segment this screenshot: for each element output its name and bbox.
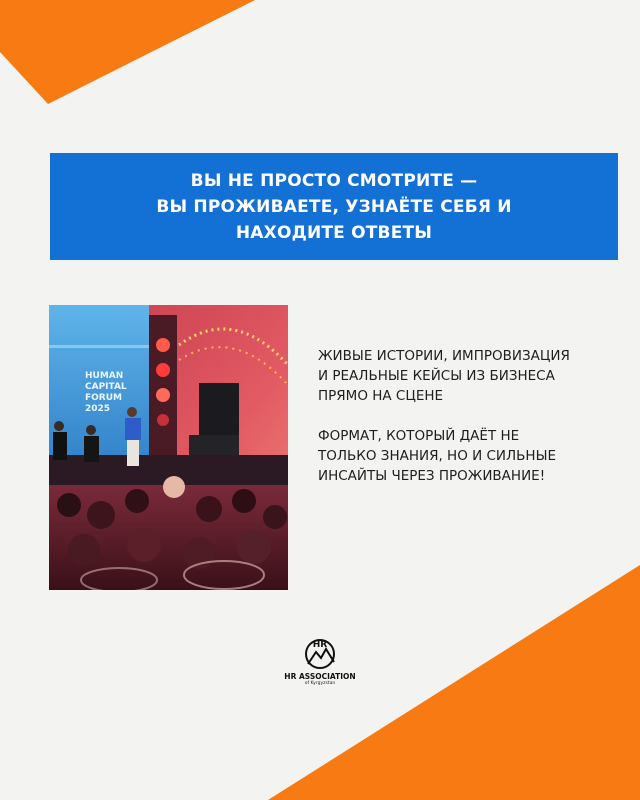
screen-text-3: FORUM [85, 393, 122, 403]
headline-banner [50, 153, 618, 260]
body-line: ТОЛЬКО ЗНАНИЯ, НО И СИЛЬНЫЕ [318, 448, 557, 464]
hr-association-logo [270, 636, 370, 696]
screen-text-4: 2025 [85, 404, 111, 414]
headline-line-3: НАХОДИТЕ ОТВЕТЫ [235, 222, 433, 243]
logo-name: HR ASSOCIATION [284, 672, 356, 681]
logo-mark: HR [312, 640, 328, 650]
body-paragraph-2 [318, 426, 618, 486]
body-paragraph-1 [318, 346, 618, 406]
screen-text-1: HUMAN [85, 371, 124, 381]
screen-text-2: CAPITAL [85, 382, 127, 392]
headline-line-1: ВЫ НЕ ПРОСТО СМОТРИТЕ — [190, 170, 478, 191]
headline-line-2: ВЫ ПРОЖИВАЕТЕ, УЗНАЁТЕ СЕБЯ И [156, 196, 512, 217]
logo-sub: of Kyrgyzstan [304, 681, 336, 686]
hr-logo-icon [302, 636, 338, 670]
body-text [318, 346, 618, 486]
body-line: ФОРМАТ, КОТОРЫЙ ДАЁТ НЕ [318, 428, 520, 444]
body-line: ИНСАЙТЫ ЧЕРЕЗ ПРОЖИВАНИЕ! [318, 468, 546, 484]
body-line: ЖИВЫЕ ИСТОРИИ, ИМПРОВИЗАЦИЯ [318, 348, 570, 364]
body-line: ПРЯМО НА СЦЕНЕ [318, 388, 444, 404]
body-line: И РЕАЛЬНЫЕ КЕЙСЫ ИЗ БИЗНЕСА [318, 368, 555, 384]
event-stage-photo [49, 305, 288, 590]
